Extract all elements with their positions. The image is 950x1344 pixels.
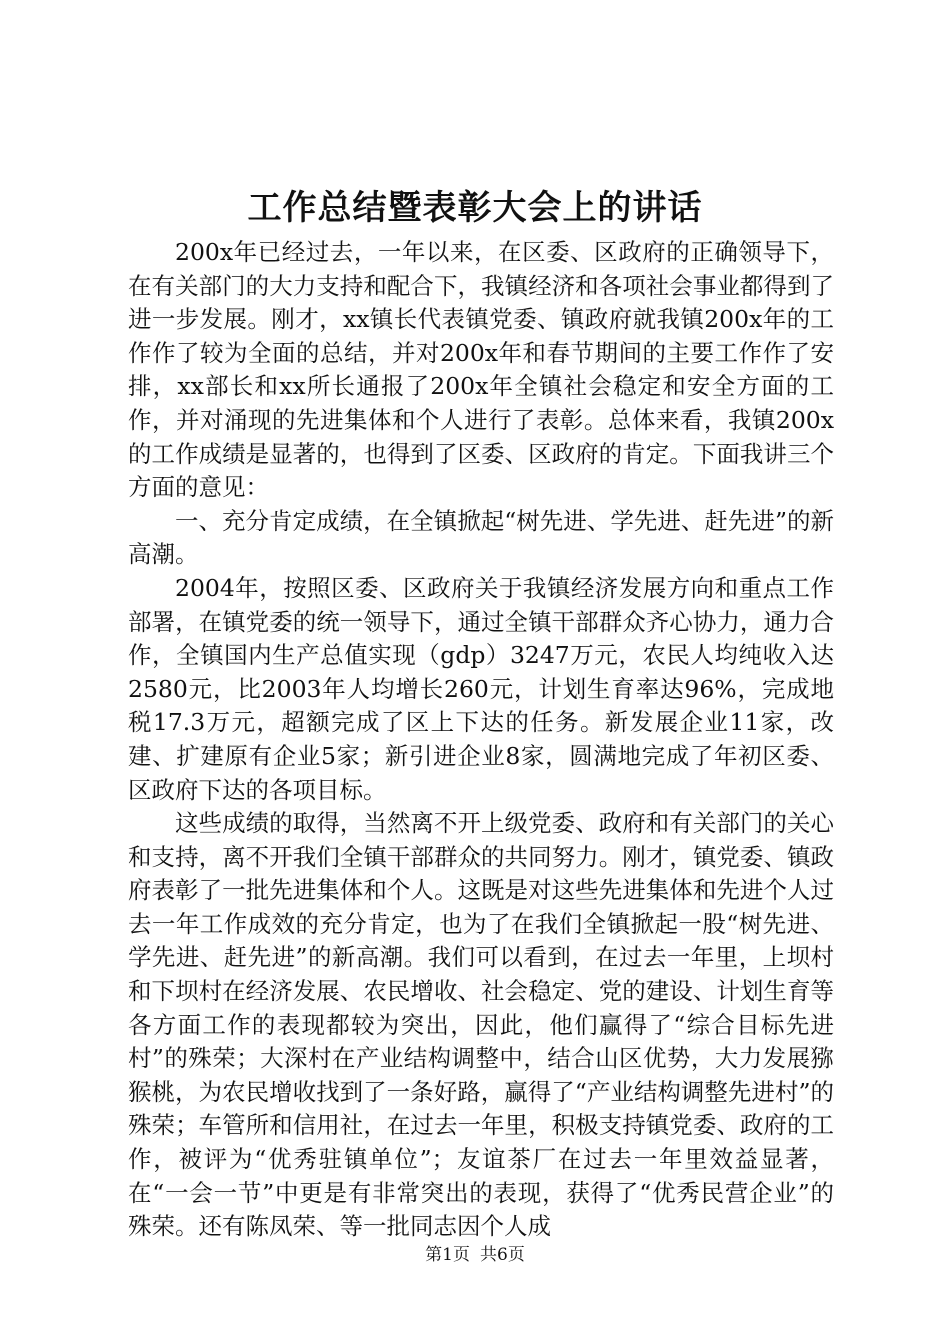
page-footer — [0, 1243, 950, 1267]
paragraph-intro: 200x年已经过去，一年以来，在区委、区政府的正确领导下，在有关部门的大力支持和配合下，我镇经济和各项社会事业都得到了进一步发展。刚才，xx镇长代表镇党委、镇政府就我镇200x年的工作作了较为全面的总结，并对200x年和春节期间的主要工作作了安排，xx部长和xx所长通报了200x年全镇社会稳定和安全方面的工作，并对涌现的先进集体和个人进行了表彰。总体来看，我镇200x的工作成绩是显著的，也得到了区委、区政府的肯定。下面我讲三个方面的意见： — [128, 238, 834, 502]
paragraph-section-heading-1: 一、充分肯定成绩，在全镇掀起“树先进、学先进、赶先进”的新高潮。 — [128, 506, 834, 569]
paragraph-commendations: 这些成绩的取得，当然离不开上级党委、政府和有关部门的关心和支持，离不开我们全镇干部群众的共同努力。刚才，镇党委、镇政府表彰了一批先进集体和个人。这既是对这些先进集体和先进个人过去一年工作成效的充分肯定，也为了在我们全镇掀起一股“树先进、学先进、赶先进”的新高潮。我们可以看到，在过去一年里，上坝村和下坝村在经济发展、农民增收、社会稳定、党的建设、计划生育等各方面工作的表现都较为突出，因此，他们赢得了“综合目标先进村”的殊荣；大深村在产业结构调整中，结合山区优势，大力发展猕猴桃，为农民增收找到了一条好路，赢得了“产业结构调整先进村”的殊荣；车管所和信用社，在过去一年里，积极支持镇党委、政府的工作，被评为“优秀驻镇单位”；友谊茶厂在过去一年里效益显著，在“一会一节”中更是有非常突出的表现，获得了“优秀民营企业”的殊荣。还有陈凤荣、等一批同志因个人成 — [128, 809, 834, 1241]
page-total: 共6页 — [480, 1245, 525, 1265]
paragraph-achievements: 2004年，按照区委、区政府关于我镇经济发展方向和重点工作部署，在镇党委的统一领导下，通过全镇干部群众齐心协力，通力合作，全镇国内生产总值实现（gdp）3247万元，农民人均纯收入达2580元，比2003年人均增长260元，计划生育率达96%，完成地税17.3万元，超额完成了区上下达的任务。新发展企业11家，改建、扩建原有企业5家；新引进企业8家，圆满地完成了年初区委、区政府下达的各项目标。 — [128, 573, 834, 804]
document-title: 工作总结暨表彰大会上的讲话 — [247, 188, 703, 228]
document-body — [128, 236, 834, 1244]
page-number: 第1页 — [425, 1245, 470, 1265]
